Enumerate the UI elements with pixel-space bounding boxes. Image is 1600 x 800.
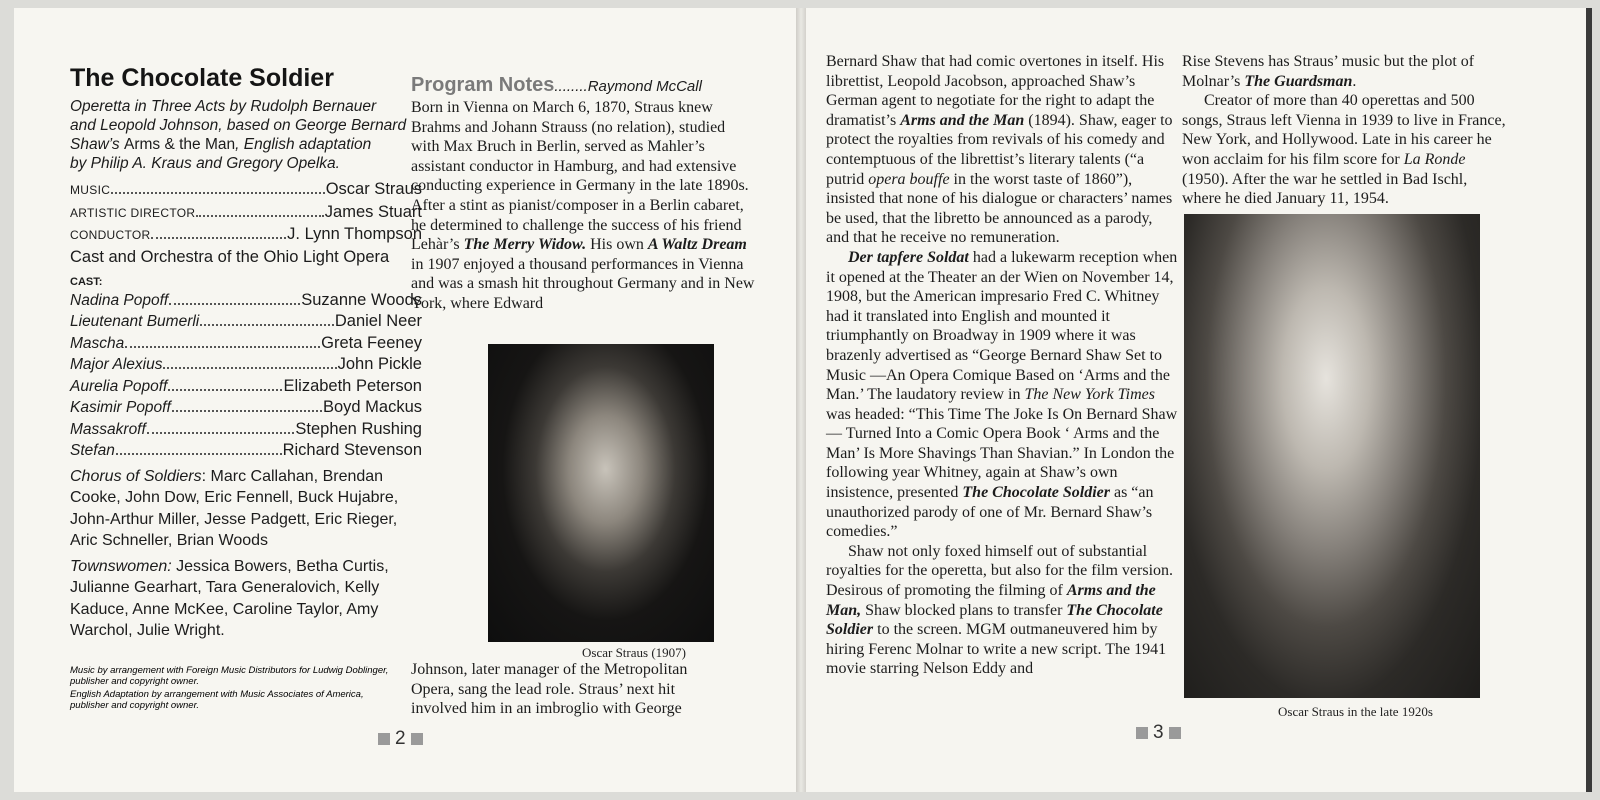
subtitle-text: , English adaptation [235, 136, 372, 153]
notes-text: His own [586, 236, 648, 254]
cast-row [70, 311, 422, 333]
cast-row [70, 376, 422, 398]
work-title: A Waltz Dream [647, 236, 747, 254]
credit-row [70, 179, 422, 202]
subtitle-text: Shaw’s [70, 136, 124, 153]
subtitle-line: by Philip A. Kraus and Gregory Opelka. [70, 155, 340, 172]
cast-row [70, 354, 422, 376]
notes-paragraph [411, 98, 756, 314]
square-ornament [1169, 727, 1181, 739]
notes-text: Bernard Shaw that had comic overtones in itself. His librettist, Leopold Jacobson, approached Shaw’s German agent to negotiate for the right to adapt the dramatist’s [826, 53, 1165, 129]
work-title: La Ronde [1403, 150, 1466, 168]
byline-leader: ........ [554, 78, 588, 95]
notes-text: as “an unauthorized parody of one of Mr. Bernard Shaw’s comedies.” [826, 484, 1154, 541]
credit-role: MUSIC [70, 183, 111, 197]
cast-role: Stefan [70, 442, 115, 459]
page-number [378, 728, 423, 750]
chorus-list [70, 466, 422, 552]
dot-leader [196, 215, 323, 217]
credit-role: ARTISTIC DIRECTOR [70, 205, 196, 220]
italic-term: opera bouffe [868, 170, 950, 188]
dot-leader [168, 389, 282, 391]
program-notes-heading: Program Notes [411, 74, 555, 96]
program-notes-header [411, 74, 756, 98]
notes-text: (1950). After the war he settled in Bad Ischl, where he died January 11, 1954. [1182, 170, 1468, 208]
notes-paragraph [826, 52, 1178, 248]
cast-name: Suzanne Woods [301, 290, 422, 309]
cast-role: Massakroff [70, 420, 146, 438]
notes-text: in the worst taste of 1860”), insisted that none of his dialogue or characters’ names be used, that the libretto be announced as a parody, and that he receive no remuneration. [826, 170, 1173, 247]
dot-leader [125, 346, 320, 348]
copyright-footnotes [70, 665, 390, 713]
credit-row [70, 202, 422, 225]
notes-text: Rise Stevens has Straus’ music but the plot of Molnar’s [1182, 53, 1475, 90]
cast-role: Aurelia Popoff [70, 377, 168, 395]
chorus-names: : Marc Callahan, Brendan Cooke, John Dow, Eric Fennell, Buck Hujabre, John-Arthur Miller, Jesse Padgett, Eric Rieger, Aric Schneller, Brian Woods [70, 467, 399, 549]
cast-heading: CAST: [70, 275, 103, 288]
notes-author: Raymond McCall [587, 78, 702, 95]
photo-caption: Oscar Straus (1907) [582, 645, 686, 660]
cast-row [70, 333, 422, 355]
credit-row [70, 224, 422, 247]
page-number-text: 2 [395, 728, 406, 749]
work-title: Arms and the Man [900, 111, 1025, 129]
subtitle-line: and Leopold Johnson, based on George Bernard [70, 117, 407, 134]
cast-role: Major Alexius [70, 356, 163, 373]
work-title: The Chocolate Soldier [962, 484, 1110, 502]
credit-name: J. Lynn Thompson [287, 225, 422, 243]
company-line: Cast and Orchestra of the Ohio Light Opera [70, 247, 390, 266]
notes-text: Shaw not only foxed himself out of substantial royalties for the operetta, but also for the film version. Desirous of promoting the filming of [826, 542, 1174, 600]
cast-row [70, 290, 422, 312]
notes-text: Johnson, later manager of the Metropolitan Opera, sang the lead role. Straus’ next hit involved him in an imbroglio with George [411, 661, 688, 718]
cast-role: Kasimir Popoff [70, 399, 171, 416]
credit-role: CONDUCTOR [70, 228, 151, 242]
dot-leader [200, 324, 334, 326]
dot-leader [172, 410, 322, 412]
work-title: The Chocolate Soldier [826, 601, 1163, 639]
notes-text: (1894). Shaw, eager to protect the royalties from revivals of his comedy and contemptuous of the librettist’s literary talents (“a putrid [826, 111, 1173, 188]
cast-column [70, 64, 422, 642]
notes-text: was headed: “This Time The Joke Is On Bernard Shaw — Turned Into a Comic Opera Book ‘ Arms and the Man’ Is More Shavings Than Shavian.” In London the following year Whitney, again at Shaw’s own insistence, presented [826, 405, 1178, 502]
footnote: Music by arrangement with Foreign Music Distributors for Ludwig Doblinger, publisher and copyright owner. [70, 665, 389, 687]
oscar-straus-1907-photo [488, 344, 714, 642]
dot-leader [147, 432, 295, 434]
page-number-text: 3 [1153, 722, 1164, 743]
photo-caption: Oscar Straus in the late 1920s [1278, 704, 1433, 719]
notes-text: had a lukewarm reception when it opened at the Theater an der Wien on November 14, 1908, but the American impresario Fred C. Whitney had it translated into English and mounted it triumphantly on Broadway in 1909 where it was brazenly advertised as “George Bernard Shaw Set to Music —An Opera Comique Based on ‘Arms and the Man.’ The laudatory review in [826, 248, 1178, 404]
notes-paragraph [1182, 52, 1506, 91]
spine-gutter [796, 8, 806, 792]
cast-row [70, 397, 422, 419]
page-left [14, 8, 796, 792]
chorus-label: Chorus of Soldiers [70, 467, 202, 485]
notes-paragraph [826, 248, 1178, 542]
notes-text: Creator of more than 40 operettas and 500 songs, Straus left Vienna in 1939 to live in France, New York, and Hollywood. Late in his career he won acclaim for his film score for [1182, 92, 1506, 168]
townswomen-label: Townswomen: [70, 557, 172, 575]
work-title: The Guardsman [1244, 72, 1353, 90]
work-title: The Merry Widow. [463, 236, 587, 254]
program-notes-column [411, 74, 756, 314]
work-title: Arms and the Man, [826, 582, 1156, 619]
cast-name: Daniel Neer [334, 312, 422, 330]
cast-role: Nadina Popoff [70, 291, 169, 309]
cast-name: Elizabeth Peterson [283, 376, 422, 395]
dot-leader [169, 303, 300, 305]
cast-name: John Pickle [337, 355, 422, 373]
cast-name: Stephen Rushing [295, 419, 422, 438]
oscar-straus-1920s-photo [1184, 214, 1480, 698]
cast-row [70, 419, 422, 441]
notes-column-1 [826, 52, 1178, 679]
square-ornament [1136, 727, 1148, 739]
townswomen-names: Jessica Bowers, Betha Curtis, Julianne Gearhart, Tara Generalovich, Kelly Kaduce, Anne McKee, Caroline Taylor, Amy Warchol, Julie Wright. [70, 557, 389, 639]
page-title: The Chocolate Soldier [70, 64, 334, 92]
credit-name: James Stuart [324, 202, 422, 221]
townswomen-list [70, 556, 422, 642]
cast-role: Lieutenant Bumerli [70, 313, 200, 330]
dot-leader [111, 192, 325, 194]
notes-text: to the screen. MGM outmaneuvered him by hiring Ferenc Molnar to write a new script. The 1941 movie starring Nelson Eddy and [826, 621, 1167, 678]
notes-text: Shaw blocked plans to transfer [861, 601, 1067, 619]
notes-paragraph [1182, 91, 1506, 209]
notes-column-2 [1182, 52, 1506, 209]
cast-name: Richard Stevenson [282, 441, 422, 459]
square-ornament [411, 733, 423, 745]
credit-name: Oscar Straus [325, 180, 422, 198]
page-number [1136, 722, 1181, 744]
cast-row [70, 440, 422, 462]
cast-role: Mascha [70, 334, 125, 352]
notes-continuation [411, 660, 711, 719]
notes-text: . [1352, 72, 1357, 90]
square-ornament [378, 733, 390, 745]
footnote: English Adaptation by arrangement with Music Associates of America, publisher and copyright owner. [70, 689, 364, 711]
cast-name: Boyd Mackus [322, 398, 422, 416]
subtitle-line [70, 135, 422, 154]
work-title: Der tapfere Soldat [848, 248, 969, 266]
cast-name: Greta Feeney [321, 333, 422, 352]
notes-text: Born in Vienna on March 6, 1870, Straus knew Brahms and Johann Strauss (no relation), studied with Max Bruch in Berlin, served as Mahler’s assistant conductor in Hamburg, and had extensive conducting experience in Germany in the late 1890s. After a stint as pianist/composer in a Berlin cabaret, he determined to challenge the success of his friend Lehàr’s [411, 99, 749, 254]
notes-paragraph [826, 542, 1178, 679]
booklet-edge [1586, 8, 1592, 792]
notes-text: in 1907 enjoyed a thousand performances in Vienna and was a smash hit throughout Germany and in New York, where Edward [411, 255, 755, 312]
dot-leader [116, 453, 282, 455]
subtitle-line: Operetta in Three Acts by Rudolph Bernauer [70, 98, 377, 115]
publication-title: The New York Times [1024, 386, 1155, 404]
dot-leader [163, 367, 336, 369]
play-title: Arms & the Man [124, 136, 236, 153]
page-right [806, 8, 1586, 792]
dot-leader [151, 237, 286, 239]
